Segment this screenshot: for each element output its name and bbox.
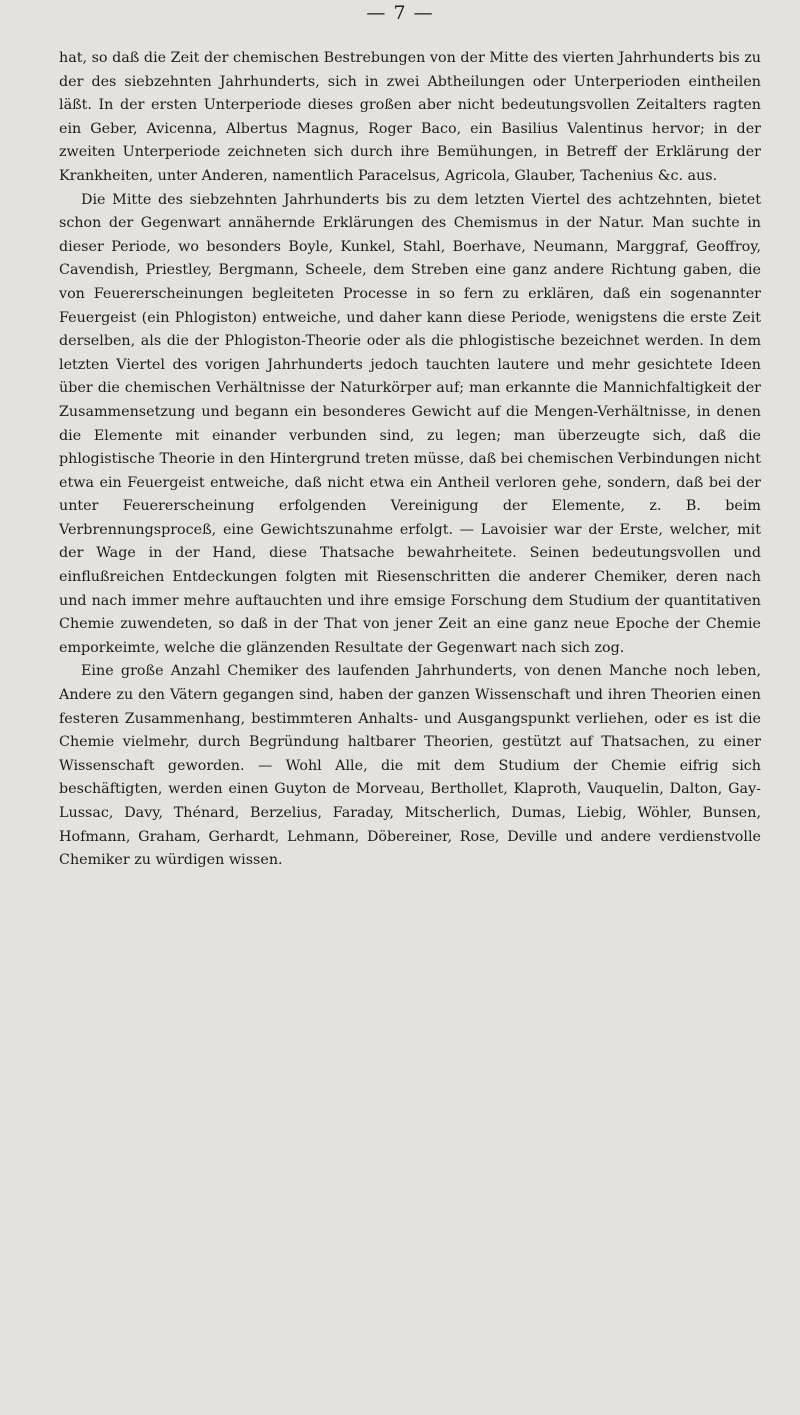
- paragraph-1: hat, so daß die Zeit der chemischen Bestrebungen von der Mitte des vierten Jahrhunderts bis zu der des siebzehnten Jahrhunderts, sich in zwei Abtheilungen oder Unterperioden eintheilen läßt. In der ersten Unterperiode dieses großen aber nicht bedeutungsvollen Zeitalters ragten ein Geber, Avicenna, Albertus Magnus, Roger Baco, ein Basilius Valentinus hervor; in der zweiten Unterperiode zeichneten sich durch ihre Bemühungen, in Betreff der Erklärung der Krankheiten, unter Anderen, namentlich Paracelsus, Agricola, Glauber, Tachenius &c. aus.: [59, 50, 761, 184]
- body-text: [59, 47, 761, 873]
- page-number: — 7 —: [366, 2, 434, 24]
- paragraph-2: Die Mitte des siebzehnten Jahrhunderts bis zu dem letzten Viertel des achtzehnten, bietet schon der Gegenwart annähernde Erklärungen des Chemismus in der Natur. Man suchte in dieser Periode, wo besonders Boyle, Kunkel, Stahl, Boerhave, Neumann, Marggraf, Geoffroy, Cavendish, Priestley, Bergmann, Scheele, dem Streben eine ganz andere Richtung gaben, die von Feuererscheinungen begleiteten Processe in so fern zu erklären, daß ein sogenannter Feuergeist (ein Phlogiston) entweiche, und daher kann diese Periode, wenigstens die erste Zeit derselben, als die der Phlogiston-Theorie oder als die phlogistische bezeichnet werden. In dem letzten Viertel des vorigen Jahrhunderts jedoch tauchten lautere und mehr gesichtete Ideen über die chemischen Verhältnisse der Naturkörper auf; man erkannte die Mannichfaltigkeit der Zusammensetzung und begann ein besonderes Gewicht auf die Mengen-Verhältnisse, in denen die Elemente mit einander verbunden sind, zu legen; man überzeugte sich, daß die phlogistische Theorie in den Hintergrund treten müsse, daß bei chemischen Verbindungen nicht etwa ein Feuergeist entweiche, daß nicht etwa ein Antheil verloren gehe, sondern, daß bei der unter Feuererscheinung erfolgenden Vereinigung der Elemente, z. B. beim Verbrennungsproceß, eine Gewichtszunahme erfolgt. — Lavoisier war der Erste, welcher, mit der Wage in der Hand, diese Thatsache bewahrheitete. Seinen bedeutungsvollen und einflußreichen Entdeckungen folgten mit Riesenschritten die anderer Chemiker, deren nach und nach immer mehre auftauchten und ihre emsige Forschung dem Studium der quantitativen Chemie zuwendeten, so daß in der That von jener Zeit an eine ganz neue Epoche der Chemie emporkeimte, welche die glänzenden Resultate der Gegenwart nach sich zog.: [59, 191, 761, 656]
- paragraph-3: Eine große Anzahl Chemiker des laufenden Jahrhunderts, von denen Manche noch leben, Andere zu den Vätern gegangen sind, haben der ganzen Wissenschaft und ihren Theorien einen festeren Zusammenhang, bestimmteren Anhalts- und Ausgangspunkt verliehen, oder es ist die Chemie vielmehr, durch Begründung haltbarer Theorien, gestützt auf Thatsachen, zu einer Wissenschaft geworden. — Wohl Alle, die mit dem Studium der Chemie eifrig sich beschäftigten, werden einen Guyton de Morveau, Berthollet, Klaproth, Vauquelin, Dalton, Gay-Lussac, Davy, Thénard, Berzelius, Faraday, Mitscherlich, Dumas, Liebig, Wöhler, Bunsen, Hofmann, Graham, Gerhardt, Lehmann, Döbereiner, Rose, Deville und andere verdienstvolle Chemiker zu würdigen wissen.: [59, 663, 761, 869]
